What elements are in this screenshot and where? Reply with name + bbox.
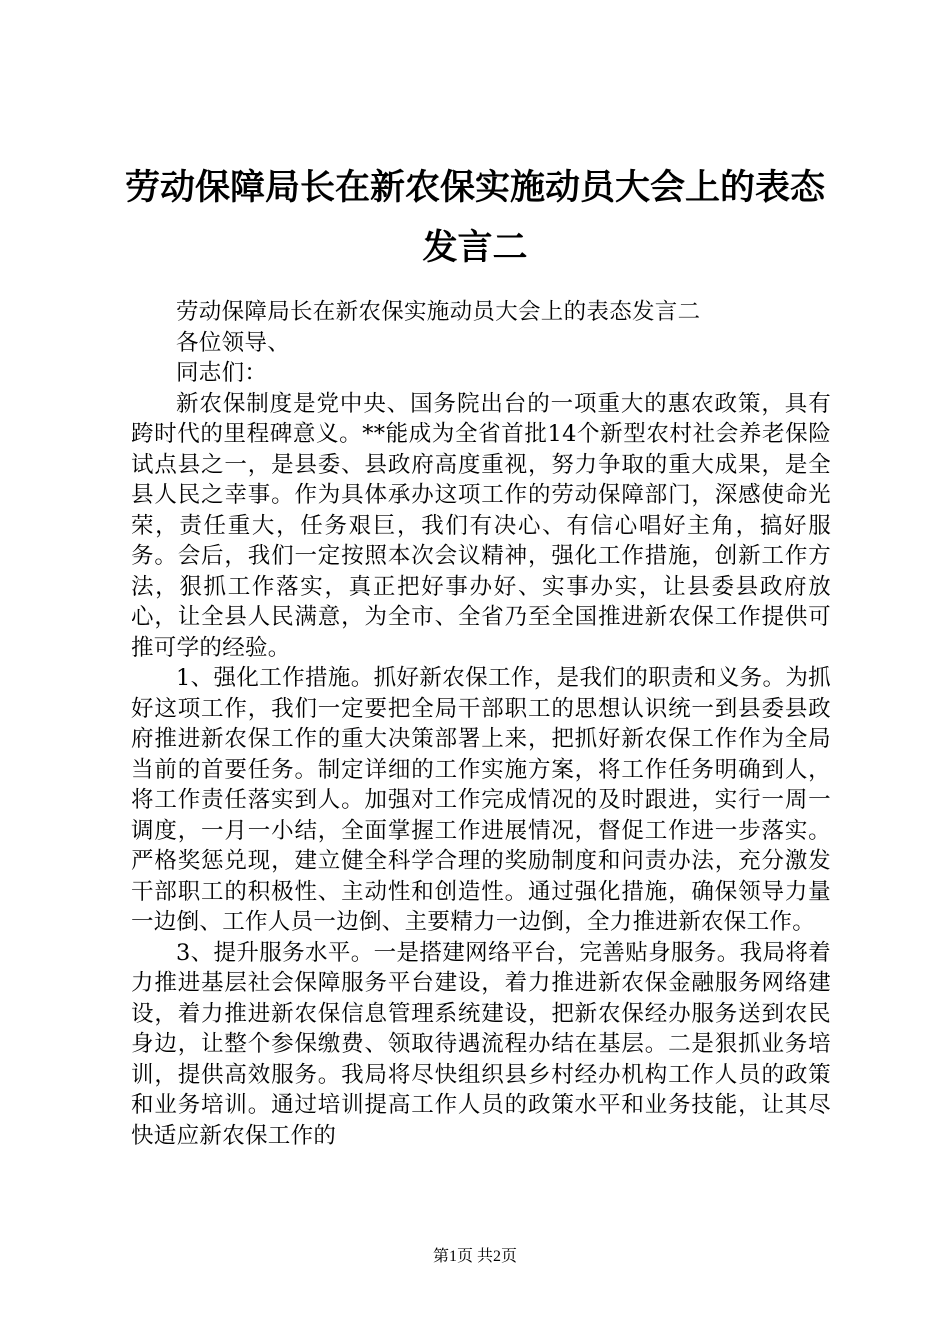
body-paragraph: 新农保制度是党中央、国务院出台的一项重大的惠农政策，具有跨时代的里程碑意义。**能成为全省首批14个新型农村社会养老保险试点县之一，是县委、县政府高度重视，努力争取的重大成果，是全县人民之幸事。作为具体承办这项工作的劳动保障部门，深感使命光荣，责任重大，任务艰巨，我们有决心、有信心唱好主角，搞好服务。会后，我们一定按照本次会议精神，强化工作措施，创新工作方法，狠抓工作落实，真正把好事办好、实事办实，让县委县政府放心，让全县人民满意，为全市、全省乃至全国推进新农保工作提供可推可学的经验。	[131, 390, 831, 661]
page-footer: 第1页 共2页	[432, 1248, 517, 1265]
salutation-leaders: 各位领导、	[176, 329, 291, 356]
body-paragraph: 1、强化工作措施。抓好新农保工作，是我们的职责和义务。为抓好这项工作，我们一定要把全局干部职工的思想认识统一到县委县政府推进新农保工作的重大决策部署上来，把抓好新农保工作作为全局当前的首要任务。制定详细的工作实施方案，将工作任务明确到人，将工作责任落实到人。加强对工作完成情况的及时跟进，实行一周一调度，一月一小结，全面掌握工作进展情况，督促工作进一步落实。严格奖惩兑现，建立健全科学合理的奖励制度和问责办法，充分激发干部职工的积极性、主动性和创造性。通过强化措施，确保领导力量一边倒、工作人员一边倒、主要精力一边倒，全力推进新农保工作。	[131, 665, 831, 935]
document-title	[100, 158, 850, 278]
body-paragraph: 3、提升服务水平。一是搭建网络平台，完善贴身服务。我局将着力推进基层社会保障服务平台建设，着力推进新农保金融服务网络建设，着力推进新农保信息管理系统建设，把新农保经办服务送到农民身边，让整个参保缴费、领取待遇流程办结在基层。二是狠抓业务培训，提供高效服务。我局将尽快组织县乡村经办机构工作人员的政策和业务培训。通过培训提高工作人员的政策水平和业务技能，让其尽快适应新农保工作的	[131, 939, 831, 1149]
salutation-comrades: 同志们：	[176, 360, 268, 386]
title-line-1: 劳动保障局长在新农保实施动员大会上的表态	[124, 167, 825, 208]
title-line-2: 发言二	[422, 227, 528, 268]
subtitle-paragraph: 劳动保障局长在新农保实施动员大会上的表态发言二	[176, 299, 701, 325]
document-body	[131, 297, 831, 1151]
